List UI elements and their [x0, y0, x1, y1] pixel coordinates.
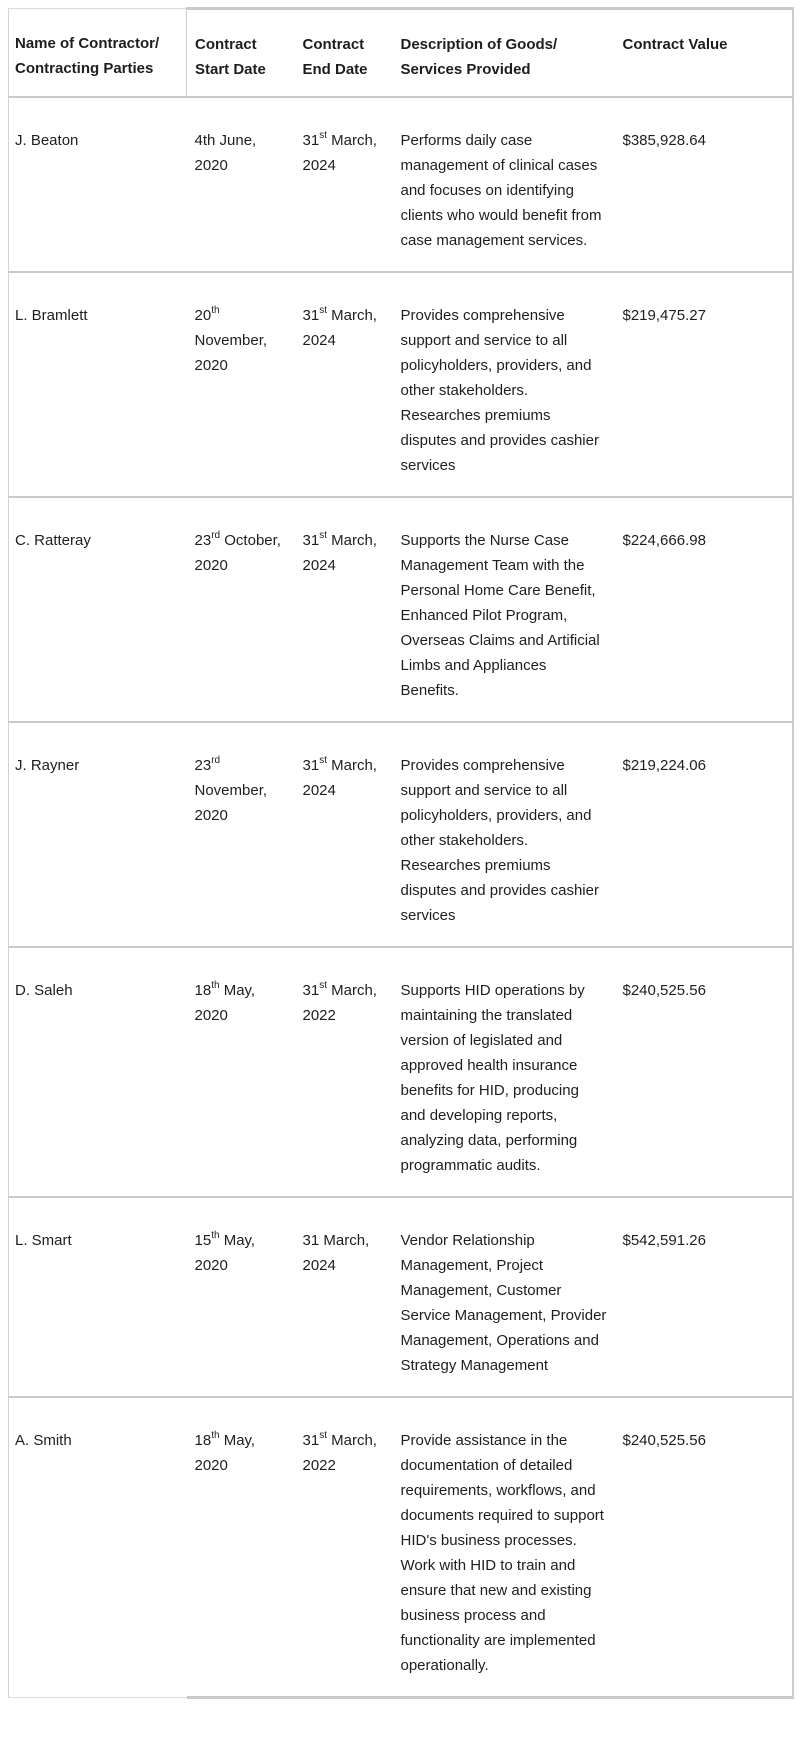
contractor-name-cell: A. Smith: [9, 1397, 187, 1698]
contracts-table: [8, 7, 794, 1699]
header-row: [9, 9, 793, 98]
end-date-cell: [295, 97, 393, 272]
end-date-day: 31: [302, 132, 320, 149]
start-date-rest: November, 2020: [194, 782, 268, 824]
contract-value-cell: $542,591.26: [615, 1197, 793, 1397]
end-date-ordinal: st: [319, 529, 327, 541]
table-row: [9, 497, 793, 722]
contractor-name-cell: J. Rayner: [9, 722, 187, 947]
end-date-rest: March, 2024: [302, 132, 377, 174]
end-date-cell: [295, 497, 393, 722]
end-date-cell: [295, 1197, 393, 1397]
end-date-day: 31: [302, 982, 320, 999]
contract-value-cell: $219,475.27: [615, 272, 793, 497]
end-date-ordinal: st: [319, 979, 327, 991]
start-date-day: 18: [194, 982, 212, 999]
contract-value-cell: $224,666.98: [615, 497, 793, 722]
col-header-end-date: Contract End Date: [295, 9, 393, 98]
end-date-rest: March, 2024: [302, 532, 377, 574]
start-date-cell: [187, 722, 295, 947]
description-cell: Supports the Nurse Case Management Team with the Personal Home Care Benefit, Enhanced Pilot Program, Overseas Claims and Artificial Limbs and Appliances Benefits.: [393, 497, 615, 722]
end-date-cell: [295, 272, 393, 497]
col-header-contractor: Name of Contractor/ Contracting Parties: [9, 9, 187, 98]
contractor-name-cell: J. Beaton: [9, 97, 187, 272]
start-date-ordinal: th: [211, 304, 220, 316]
start-date-day: 20: [194, 307, 212, 324]
end-date-rest: March, 2022: [302, 982, 377, 1024]
start-date-rest: May, 2020: [194, 1432, 256, 1474]
start-date-cell: [187, 947, 295, 1197]
contractor-name-cell: C. Ratteray: [9, 497, 187, 722]
start-date-cell: [187, 272, 295, 497]
end-date-ordinal: st: [319, 129, 327, 141]
contract-value-cell: $219,224.06: [615, 722, 793, 947]
table-row: [9, 272, 793, 497]
description-cell: Vendor Relationship Management, Project Management, Customer Service Management, Provider Management, Operations and Strategy Management: [393, 1197, 615, 1397]
description-cell: Supports HID operations by maintaining the translated version of legislated and approved health insurance benefits for HID, producing and developing reports, analyzing data, performing programmatic audits.: [393, 947, 615, 1197]
end-date-rest: March, 2024: [302, 307, 377, 349]
contract-value-cell: $385,928.64: [615, 97, 793, 272]
table-row: [9, 1197, 793, 1397]
start-date-day: 23: [194, 532, 212, 549]
start-date-rest: November, 2020: [194, 332, 268, 374]
start-date-day: 18: [194, 1432, 212, 1449]
table-body: [9, 97, 793, 1698]
end-date-cell: [295, 722, 393, 947]
start-date-rest: October, 2020: [194, 532, 281, 574]
contract-value-cell: $240,525.56: [615, 947, 793, 1197]
description-cell: Provides comprehensive support and service to all policyholders, providers, and other stakeholders. Researches premiums disputes and provides cashier services: [393, 722, 615, 947]
start-date-cell: [187, 97, 295, 272]
description-cell: Provides comprehensive support and service to all policyholders, providers, and other stakeholders. Researches premiums disputes and provides cashier services: [393, 272, 615, 497]
start-date-rest: May, 2020: [194, 982, 256, 1024]
end-date-ordinal: st: [319, 304, 327, 316]
end-date-ordinal: st: [319, 1429, 327, 1441]
end-date-day: 31: [302, 757, 320, 774]
table-row: [9, 1397, 793, 1698]
col-header-start-date: Contract Start Date: [187, 9, 295, 98]
start-date-day: 15: [194, 1232, 212, 1249]
end-date-cell: [295, 947, 393, 1197]
col-header-value: Contract Value: [615, 9, 793, 98]
contract-value-cell: $240,525.56: [615, 1397, 793, 1698]
start-date-ordinal: th: [211, 1229, 220, 1241]
start-date-ordinal: rd: [211, 754, 221, 766]
contractor-name-cell: D. Saleh: [9, 947, 187, 1197]
table-row: [9, 97, 793, 272]
start-date-ordinal: th: [211, 1429, 220, 1441]
table-row: [9, 947, 793, 1197]
contractor-name-cell: L. Bramlett: [9, 272, 187, 497]
start-date-rest: May, 2020: [194, 1232, 256, 1274]
start-date-day: 23: [194, 757, 212, 774]
col-header-description: Description of Goods/ Services Provided: [393, 9, 615, 98]
end-date-rest: March, 2022: [302, 1432, 377, 1474]
start-date-day: 4th: [194, 132, 216, 149]
start-date-ordinal: th: [211, 979, 220, 991]
start-date-rest: June, 2020: [194, 132, 257, 174]
start-date-cell: [187, 497, 295, 722]
end-date-cell: [295, 1397, 393, 1698]
start-date-cell: [187, 1197, 295, 1397]
description-cell: Provide assistance in the documentation of detailed requirements, workflows, and documents required to support HID's business processes. Work with HID to train and ensure that new and existing business process and functionality are implemented operationally.: [393, 1397, 615, 1698]
end-date-rest: March, 2024: [302, 757, 377, 799]
end-date-rest: March, 2024: [302, 1232, 370, 1274]
end-date-ordinal: st: [319, 754, 327, 766]
end-date-day: 31: [302, 532, 320, 549]
end-date-day: 31: [302, 1232, 320, 1249]
start-date-cell: [187, 1397, 295, 1698]
table-header: [9, 9, 793, 98]
description-cell: Performs daily case management of clinical cases and focuses on identifying clients who would benefit from case management services.: [393, 97, 615, 272]
end-date-day: 31: [302, 307, 320, 324]
end-date-day: 31: [302, 1432, 320, 1449]
table-row: [9, 722, 793, 947]
start-date-ordinal: rd: [211, 529, 221, 541]
contractor-name-cell: L. Smart: [9, 1197, 187, 1397]
